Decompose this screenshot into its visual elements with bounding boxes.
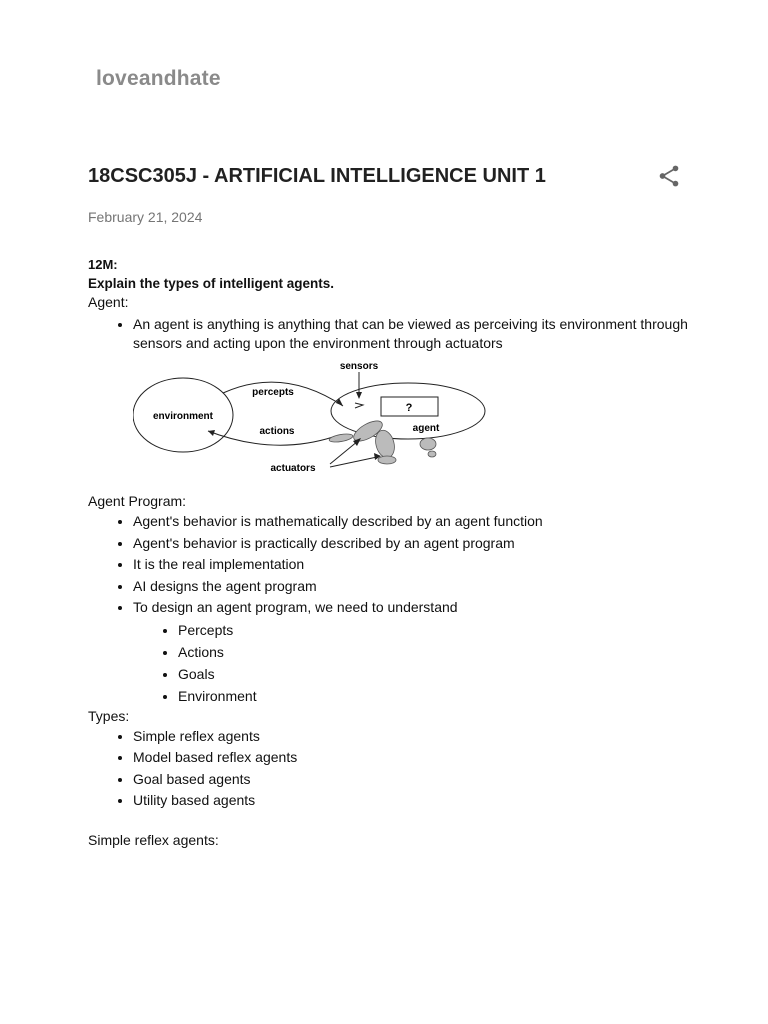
post-date[interactable]: February 21, 2024 — [88, 209, 203, 225]
list-item: • AI designs the agent program — [133, 576, 688, 598]
list-item: • Utility based agents — [133, 790, 688, 812]
list-item: • Percepts — [178, 619, 688, 641]
list-item: • Model based reflex agents — [133, 747, 688, 769]
list-item: • Simple reflex agents — [133, 726, 688, 748]
share-icon[interactable] — [656, 163, 682, 189]
types-label: Types: — [88, 707, 130, 724]
post-title: 18CSC305J - ARTIFICIAL INTELLIGENCE UNIT 1 — [88, 165, 546, 187]
understand-points-list — [88, 619, 688, 707]
agent-label: Agent: — [88, 294, 129, 310]
diagram-actuators-label: actuators — [270, 463, 316, 474]
list-item: • To design an agent program, we need to understand — [133, 597, 688, 619]
diagram-actions-label: actions — [259, 426, 295, 437]
agent-points-list — [88, 315, 688, 353]
list-item: • An agent is anything is anything that can be viewed as perceiving its environment through sensors and acting upon the environment through actuators — [133, 315, 688, 353]
post-body — [88, 255, 688, 850]
diagram-sensors-label: sensors — [339, 361, 379, 372]
diagram-environment-label: environment — [152, 411, 214, 422]
list-item: • Environment — [178, 685, 688, 707]
list-item: • It is the real implementation — [133, 554, 688, 576]
list-item: • Agent's behavior is mathematically described by an agent function — [133, 511, 688, 533]
list-item: • Goal based agents — [133, 769, 688, 791]
diagram-percepts-label: percepts — [252, 387, 294, 398]
agent-environment-diagram — [133, 361, 493, 481]
types-list — [88, 726, 688, 812]
list-item: • Agent's behavior is practically described by an agent program — [133, 533, 688, 555]
diagram-agent-label: agent — [412, 423, 440, 434]
share-button[interactable] — [656, 163, 682, 189]
marks-label: 12M: — [88, 257, 118, 272]
list-item: • Actions — [178, 641, 688, 663]
program-points-list — [88, 511, 688, 619]
list-item: • Goals — [178, 663, 688, 685]
agent-program-label: Agent Program: — [88, 493, 187, 509]
simple-reflex-heading: Simple reflex agents: — [88, 831, 219, 848]
question-heading: Explain the types of intelligent agents. — [88, 276, 335, 291]
diagram-unknown-label: ? — [405, 402, 413, 414]
blog-title[interactable]: loveandhate — [96, 67, 221, 90]
